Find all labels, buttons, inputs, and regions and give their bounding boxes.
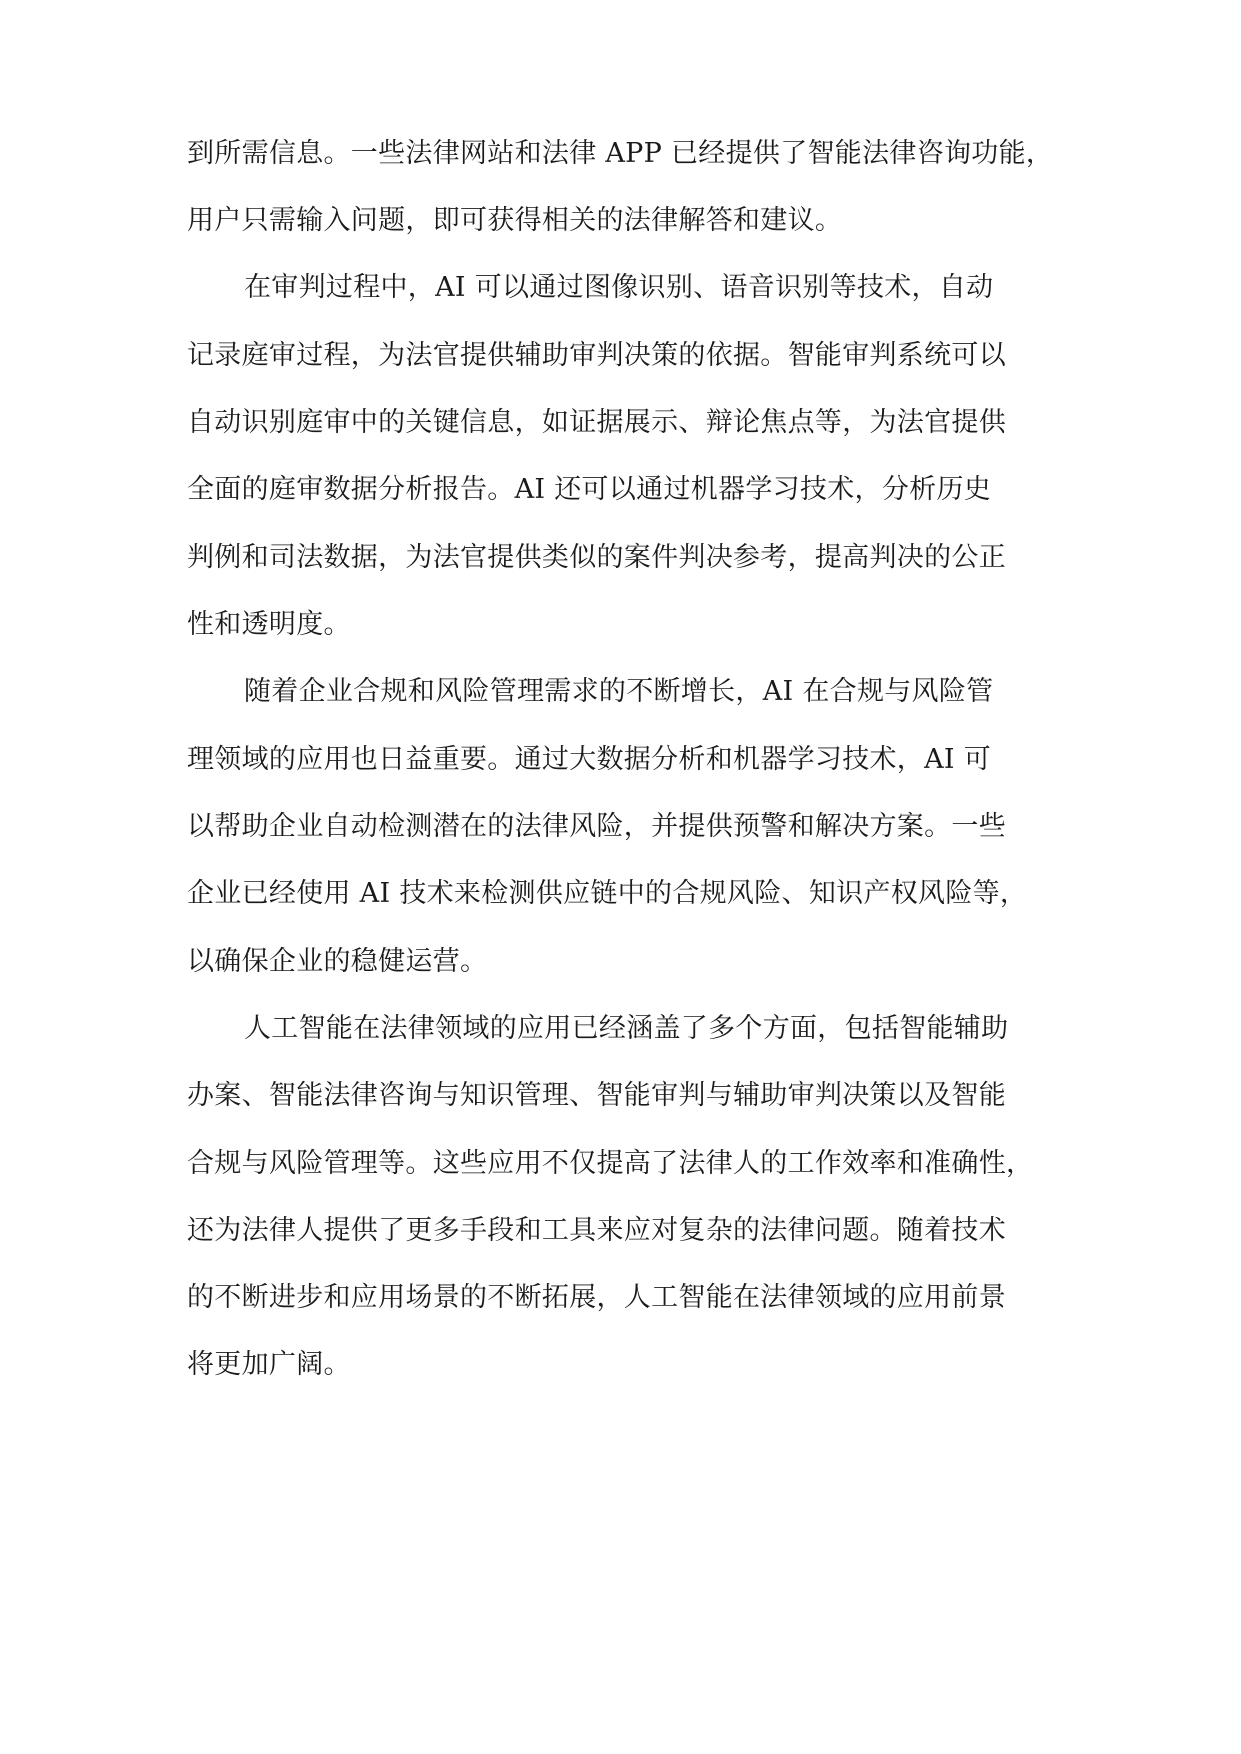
paragraph-3-line-4: 企业已经使用 AI 技术来检测供应链中的合规风险、知识产权风险等， (187, 878, 1028, 909)
paragraph-1-line-1: 到所需信息。一些法律网站和法律 APP 已经提供了智能法律咨询功能， (187, 138, 1054, 169)
paragraph-3-line-1: 随着企业合规和风险管理需求的不断增长，AI 在合规与风险管 (244, 676, 994, 707)
paragraph-2-line-2: 记录庭审过程，为法官提供辅助审判决策的依据。智能审判系统可以 (187, 340, 1006, 371)
paragraph-4-line-1: 人工智能在法律领域的应用已经涵盖了多个方面，包括智能辅助 (244, 1013, 1009, 1044)
paragraph-1-line-2: 用户只需输入问题，即可获得相关的法律解答和建议。 (187, 205, 843, 236)
paragraph-3-line-5: 以确保企业的稳健运营。 (187, 946, 488, 977)
paragraph-4-line-5: 的不断进步和应用场景的不断拓展，人工智能在法律领域的应用前景 (187, 1282, 1006, 1313)
paragraph-2-line-4: 全面的庭审数据分析报告。AI 还可以通过机器学习技术，分析历史 (187, 474, 992, 505)
paragraph-4-line-6: 将更加广阔。 (187, 1349, 351, 1380)
paragraph-2-line-6: 性和透明度。 (187, 609, 351, 640)
paragraph-4-line-3: 合规与风险管理等。这些应用不仅提高了法律人的工作效率和准确性， (187, 1148, 1034, 1179)
paragraph-2-line-5: 判例和司法数据，为法官提供类似的案件判决参考，提高判决的公正 (187, 542, 1006, 573)
paragraph-3-line-3: 以帮助企业自动检测潜在的法律风险，并提供预警和解决方案。一些 (187, 811, 1006, 842)
paragraph-3-line-2: 理领域的应用也日益重要。通过大数据分析和机器学习技术，AI 可 (187, 744, 992, 775)
paragraph-4-line-2: 办案、智能法律咨询与知识管理、智能审判与辅助审判决策以及智能 (187, 1080, 1006, 1111)
paragraph-2-line-3: 自动识别庭审中的关键信息，如证据展示、辩论焦点等，为法官提供 (187, 407, 1006, 438)
paragraph-4-line-4: 还为法律人提供了更多手段和工具来应对复杂的法律问题。随着技术 (187, 1215, 1006, 1246)
paragraph-2-line-1: 在审判过程中，AI 可以通过图像识别、语音识别等技术，自动 (244, 272, 994, 303)
